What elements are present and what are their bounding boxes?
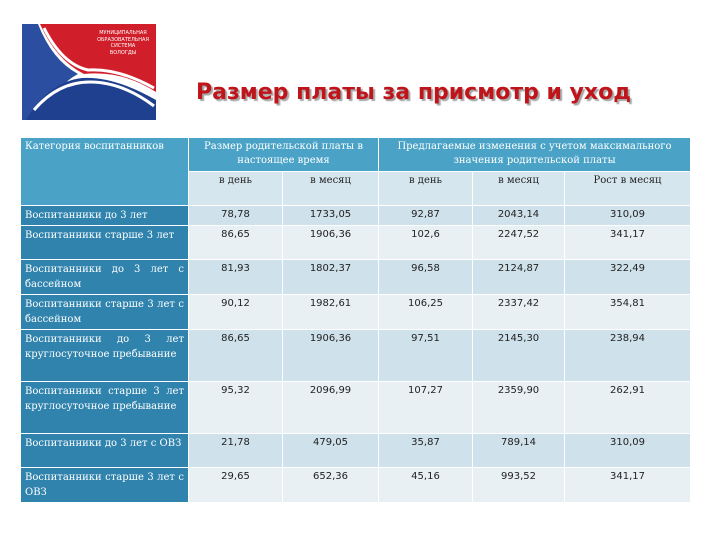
subheader-cell: в день (379, 172, 473, 206)
cell-value: 45,16 (379, 468, 473, 503)
row-category: Воспитанники старше 3 лет с бассейном (21, 295, 189, 330)
cell-value: 78,78 (189, 206, 283, 226)
cell-value: 96,58 (379, 260, 473, 295)
row-category: Воспитанники до 3 лет (21, 206, 189, 226)
cell-value: 1906,36 (283, 226, 379, 260)
table-row (21, 226, 691, 260)
row-category: Воспитанники до 3 лет с бассейном (21, 260, 189, 295)
row-category: Воспитанники старше 3 лет с ОВЗ (21, 468, 189, 503)
cell-value: 102,6 (379, 226, 473, 260)
cell-value: 90,12 (189, 295, 283, 330)
cell-value: 97,51 (379, 330, 473, 382)
cell-value: 92,87 (379, 206, 473, 226)
cell-value: 354,81 (565, 295, 691, 330)
cell-value: 1982,61 (283, 295, 379, 330)
cell-value: 652,36 (283, 468, 379, 503)
logo-text: МУНИЦИПАЛЬНАЯ ОБРАЗОВАТЕЛЬНАЯ СИСТЕМА ВОЛОГДЫ (97, 30, 149, 56)
cell-value: 1733,05 (283, 206, 379, 226)
cell-value: 106,25 (379, 295, 473, 330)
table-row (21, 434, 691, 468)
table-row (21, 206, 691, 226)
cell-value: 2124,87 (473, 260, 565, 295)
cell-value: 993,52 (473, 468, 565, 503)
cell-value: 789,14 (473, 434, 565, 468)
cell-value: 21,78 (189, 434, 283, 468)
cell-value: 1802,37 (283, 260, 379, 295)
cell-value: 95,32 (189, 382, 283, 434)
subheader-cell: Рост в месяц (565, 172, 691, 206)
cell-value: 238,94 (565, 330, 691, 382)
cell-value: 341,17 (565, 226, 691, 260)
subheader-cell: в день (189, 172, 283, 206)
subheader-cell: в месяц (473, 172, 565, 206)
cell-value: 310,09 (565, 206, 691, 226)
cell-value: 81,93 (189, 260, 283, 295)
cell-value: 479,05 (283, 434, 379, 468)
cell-value: 2247,52 (473, 226, 565, 260)
table-row (21, 260, 691, 295)
table-row (21, 330, 691, 382)
cell-value: 2359,90 (473, 382, 565, 434)
cell-value: 29,65 (189, 468, 283, 503)
cell-value: 2337,42 (473, 295, 565, 330)
header-category: Категория воспитанников (21, 138, 189, 206)
row-category: Воспитанники до 3 лет круглосуточное пребывание (21, 330, 189, 382)
cell-value: 1906,36 (283, 330, 379, 382)
page-title: Размер платы за присмотр и уход (196, 80, 631, 105)
logo (18, 20, 158, 128)
cell-value: 2145,30 (473, 330, 565, 382)
table-row (21, 468, 691, 503)
row-category: Воспитанники до 3 лет с ОВЗ (21, 434, 189, 468)
cell-value: 86,65 (189, 226, 283, 260)
cell-value: 86,65 (189, 330, 283, 382)
table-header-row (21, 138, 691, 172)
header-proposed-fee: Предлагаемые изменения с учетом максимального значения родительской платы (379, 138, 691, 172)
cell-value: 262,91 (565, 382, 691, 434)
cell-value: 310,09 (565, 434, 691, 468)
header-current-fee: Размер родительской платы в настоящее время (189, 138, 379, 172)
cell-value: 107,27 (379, 382, 473, 434)
table-row (21, 295, 691, 330)
fee-table (20, 137, 691, 503)
cell-value: 35,87 (379, 434, 473, 468)
cell-value: 2043,14 (473, 206, 565, 226)
row-category: Воспитанники старше 3 лет круглосуточное пребывание (21, 382, 189, 434)
row-category: Воспитанники старше 3 лет (21, 226, 189, 260)
table-row (21, 382, 691, 434)
cell-value: 2096,99 (283, 382, 379, 434)
cell-value: 322,49 (565, 260, 691, 295)
cell-value: 341,17 (565, 468, 691, 503)
subheader-cell: в месяц (283, 172, 379, 206)
